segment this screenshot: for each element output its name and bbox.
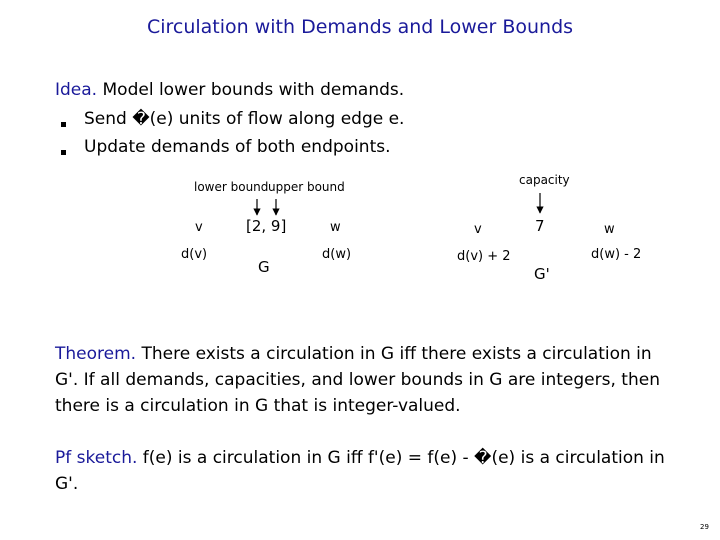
proof-paragraph (55, 445, 675, 497)
idea-label: Idea. (55, 80, 98, 100)
proof-text: f(e) is a circulation in G iff f'(e) = f(e) - �(e) is a circulation in G'. (55, 448, 665, 494)
theorem-label: Theorem. (55, 344, 137, 364)
graph-g-prime-label: G' (534, 265, 550, 283)
node-v: v (195, 220, 203, 235)
node-w-prime: w (604, 222, 615, 237)
proof-label: Pf sketch. (55, 448, 138, 468)
lower-bound-label: lower bound (194, 180, 269, 194)
theorem-text: There exists a circulation in G iff there exists a circulation in G'. If all demands, capacities, and lower bounds in G are integers, then there is a circulation in G that is integer-valued. (55, 344, 660, 416)
node-w: w (330, 220, 341, 235)
node-v-prime: v (474, 222, 482, 237)
theorem-paragraph (55, 341, 675, 419)
demand-v: d(v) (181, 247, 208, 262)
slide-title: Circulation with Demands and Lower Bounds (146, 16, 574, 38)
demand-w-prime: d(w) - 2 (591, 247, 642, 262)
capacity-label: capacity (519, 173, 570, 187)
edge-capacity-label: 7 (535, 217, 545, 235)
idea-text: Model lower bounds with demands. (102, 80, 405, 100)
bullet-item-1: Send �(e) units of flow along edge e. (84, 109, 405, 129)
demand-w: d(w) (322, 247, 352, 262)
graph-g-label: G (258, 258, 270, 276)
page-number: 29 (700, 523, 709, 531)
edge-bounds-label: [2, 9] (246, 217, 287, 235)
demand-v-prime: d(v) + 2 (457, 249, 511, 264)
upper-bound-label: upper bound (268, 180, 345, 194)
bullet-item-2: Update demands of both endpoints. (84, 137, 391, 157)
